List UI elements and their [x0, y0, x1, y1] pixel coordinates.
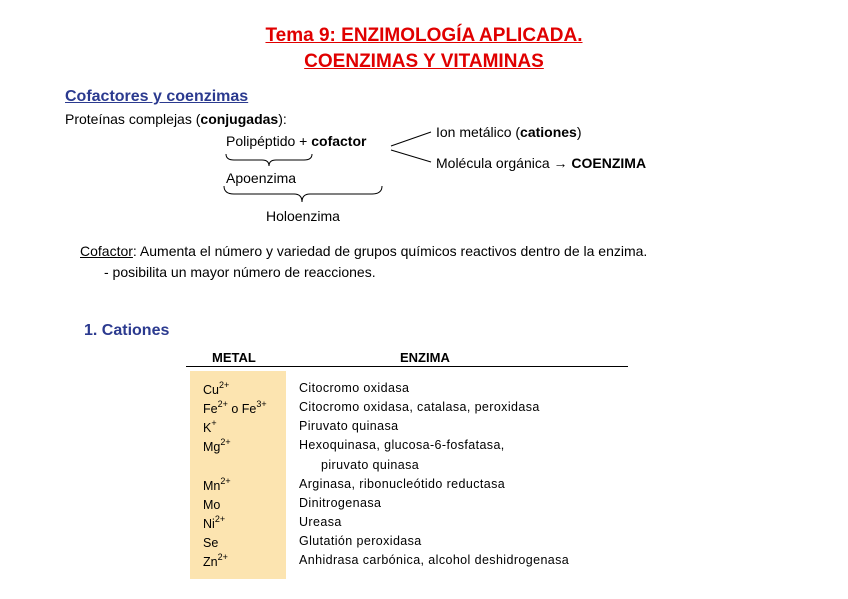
- apoenzima-brace: [224, 152, 314, 170]
- enzima-cell: Hexoquinasa, glucosa-6-fosfatasa,: [299, 438, 505, 452]
- metal-cell: K+: [203, 418, 217, 435]
- enzima-cell: Glutatión peroxidasa: [299, 534, 422, 548]
- enzima-cell: Ureasa: [299, 515, 342, 529]
- enzima-cell: Citocromo oxidasa: [299, 381, 410, 395]
- metal-cell: $Mn^{2+}$: [203, 476, 231, 493]
- metal-cell: $Cu^{2+}$: [203, 380, 230, 397]
- enzima-cell: Dinitrogenasa: [299, 496, 382, 510]
- metal-cell: Mo: [203, 498, 221, 512]
- enzima-cell: Anhidrasa carbónica, alcohol deshidrogenasa: [299, 553, 570, 567]
- holoenzima-label: Holoenzima: [266, 208, 340, 224]
- cofactor-definition-2: - posibilita un mayor número de reacciones.: [104, 264, 376, 280]
- branch-lines: [385, 128, 435, 168]
- enzima-cell: Citocromo oxidasa, catalasa, peroxidasa: [299, 400, 540, 414]
- enzima-cell: Arginasa, ribonucleótido reductasa: [299, 477, 506, 491]
- holoenzima-brace: [222, 184, 386, 206]
- metal-cell: $Fe^{2+}$ o $Fe^{3+}$: [203, 399, 267, 416]
- section-heading-cofactores: Cofactores y coenzimas: [65, 88, 249, 105]
- molecula-organica: Molécula orgánica → COENZIMA: [436, 155, 647, 171]
- col-header-enzima: ENZIMA: [400, 350, 450, 365]
- title-line-1: Tema 9: ENZIMOLOGÍA APLICADA.: [265, 25, 583, 46]
- polipeptido-cofactor: Polipéptido + cofactor: [226, 133, 367, 149]
- metal-cell: $Ni^{2+}$: [203, 514, 226, 531]
- metal-cell: Se: [203, 536, 219, 550]
- apoenzima-label: Apoenzima: [226, 170, 297, 186]
- header-rule: [186, 366, 628, 367]
- section-heading-cationes: 1. Cationes: [84, 322, 170, 339]
- enzima-cell: piruvato quinasa: [321, 458, 420, 472]
- ion-metalico: Ion metálico (cationes): [436, 124, 582, 140]
- col-header-metal: METAL: [212, 350, 256, 365]
- title-line-2: COENZIMAS Y VITAMINAS: [304, 51, 544, 72]
- intro-line: Proteínas complejas (conjugadas):: [65, 111, 287, 127]
- metal-cell: $Zn^{2+}$: [203, 552, 228, 569]
- metal-cell: $Mg^{2+}$: [203, 437, 231, 454]
- arrow-right-icon: →: [553, 155, 568, 171]
- enzima-cell: Piruvato quinasa: [299, 419, 399, 433]
- cofactor-definition: Cofactor: Aumenta el número y variedad de grupos químicos reactivos dentro de la enzima.: [80, 243, 648, 259]
